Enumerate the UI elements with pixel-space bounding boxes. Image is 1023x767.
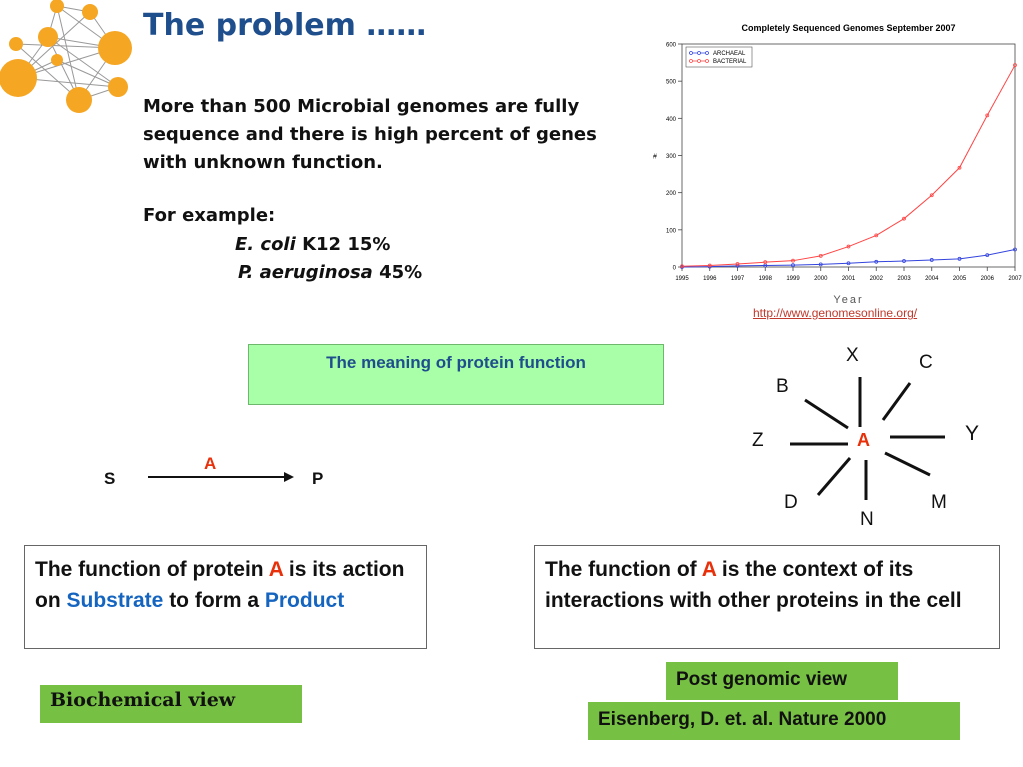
network-node-x: X (846, 345, 859, 366)
example-ecoli (235, 234, 390, 255)
definition-text: is its action on (35, 558, 405, 612)
definition-text: to form a (163, 589, 265, 612)
genomic-definition-box (534, 545, 1000, 649)
meaning-label: The meaning of protein function (326, 353, 586, 372)
y-tick-label: 300 (665, 154, 676, 160)
x-tick-label: 2004 (925, 276, 939, 282)
plot-frame (682, 44, 1015, 267)
legend-label: BACTERIAL (713, 59, 747, 66)
genome-chart (643, 15, 1023, 307)
substrate-word: Substrate (66, 589, 164, 612)
legend-marker (698, 60, 701, 63)
biochemical-definition-box (24, 545, 427, 649)
legend-marker (698, 52, 701, 55)
meaning-box (248, 344, 664, 405)
x-tick-label: 1998 (758, 276, 772, 282)
network-node-m: M (931, 492, 947, 513)
intro-text: More than 500 Microbial genomes are fully sequence and there is high percent of genes with unknown function. (143, 96, 597, 173)
legend-marker (706, 52, 709, 55)
reaction-arrow (146, 470, 296, 484)
organism-name: P. aeruginosa (238, 262, 373, 283)
x-tick-label: 1996 (703, 276, 717, 282)
label-text: Biochemical view (50, 689, 236, 711)
x-tick-label: 2006 (980, 276, 994, 282)
y-axis-label: # (653, 153, 657, 161)
network-center: A (857, 430, 870, 450)
y-tick-label: 100 (665, 228, 676, 235)
definition-text: The function of protein (35, 558, 269, 581)
legend-marker (706, 60, 709, 63)
biochemical-view-label (40, 685, 302, 723)
x-tick-label: 2003 (897, 276, 911, 282)
y-tick-label: 0 (672, 265, 676, 272)
network-node-b: B (776, 376, 789, 397)
x-tick-label: 1995 (675, 276, 689, 282)
y-tick-label: 600 (665, 42, 676, 49)
example-label: For example: (143, 205, 276, 226)
post-genomic-view-label (666, 662, 898, 700)
legend-label: ARCHAEAL (713, 51, 746, 58)
definition-text: is the context of its interactions with other proteins in the cell (545, 558, 962, 612)
chart-title: Completely Sequenced Genomes September 2007 (741, 23, 956, 33)
organism-value: 45% (379, 262, 423, 283)
citation-label (588, 702, 960, 740)
source-link[interactable]: http://www.genomesonline.org/ (753, 306, 918, 320)
definition-text: The function of (545, 558, 702, 581)
organism-name: E. coli (235, 234, 296, 255)
label-text: Post genomic view (676, 669, 848, 690)
network-node-n: N (860, 509, 874, 530)
series-line-bacterial (682, 65, 1015, 266)
x-tick-label: 2001 (841, 276, 856, 282)
x-tick-label: 2000 (814, 276, 828, 282)
x-tick-label: 1999 (786, 276, 800, 282)
x-axis-label: Year (833, 294, 864, 306)
network-node-z: Z (752, 430, 764, 451)
x-tick-label: 2002 (869, 276, 883, 282)
reaction-product: P (312, 469, 324, 488)
legend-marker (690, 60, 693, 63)
page-title: The problem …… (143, 8, 427, 43)
reaction-enzyme: A (204, 454, 217, 473)
y-tick-label: 200 (665, 191, 676, 198)
organism-value: K12 15% (302, 234, 391, 255)
x-tick-label: 1997 (730, 276, 745, 282)
reaction-substrate: S (104, 469, 116, 488)
y-tick-label: 500 (665, 79, 676, 86)
product-word: Product (264, 589, 345, 612)
x-tick-label: 2005 (952, 276, 967, 282)
network-node-c: C (919, 352, 933, 373)
protein-name: A (701, 558, 717, 581)
network-logo (0, 0, 140, 125)
label-text: Eisenberg, D. et. al. Nature 2000 (598, 709, 887, 730)
network-node-y: Y (965, 422, 980, 445)
x-tick-label: 2007 (1008, 276, 1022, 282)
protein-name: A (268, 558, 284, 581)
example-paeruginosa (238, 262, 422, 283)
network-node-d: D (784, 492, 798, 513)
legend-marker (690, 52, 693, 55)
y-tick-label: 400 (665, 116, 676, 123)
